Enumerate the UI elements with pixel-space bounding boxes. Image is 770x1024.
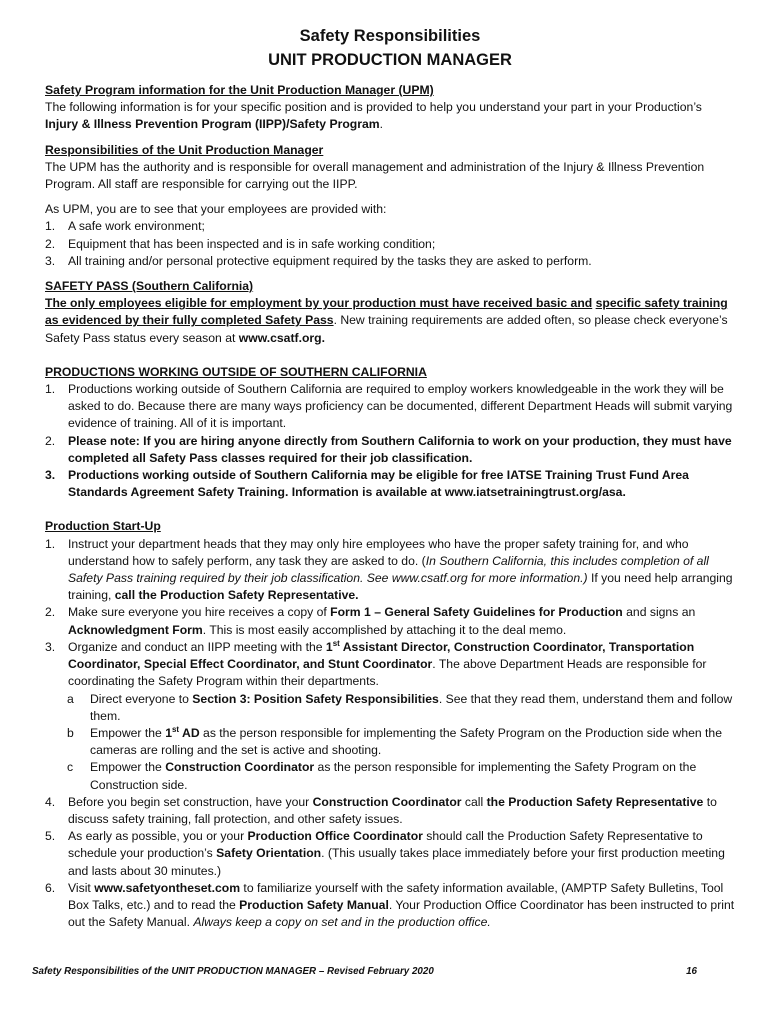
startup-list — [45, 536, 735, 932]
list-item-text: As early as possible, you or your — [68, 829, 248, 844]
list-item-text: Productions working outside of Southern California are required to employ workers knowledgeable in the work they will be asked to do. Because there are many ways proficiency can be documented, different Department Heads will submit varying evidence of training. All of it is important. — [68, 382, 733, 431]
list-number: 3. — [45, 639, 56, 654]
list-item-text: Make sure everyone you hire receives a copy of — [68, 605, 331, 620]
list-item-text: Productions working outside of Southern California may be eligible for free IATSE Training Trust Fund Area Standards Agreement Safety Training. Information is available at www.iatsetrainingtrust.org/asa. — [68, 468, 689, 500]
list-item-text: Equipment that has been inspected and is in safe working condition; — [68, 236, 436, 251]
sub-item-text: as the person responsible for implementing the Safety Program on the Construction side. — [90, 760, 697, 792]
list-number: 2. — [45, 605, 56, 620]
list-number: 5. — [45, 829, 56, 844]
safety-pass-section — [45, 278, 735, 347]
list-item-bold-text: Assistant Director, Construction Coordinator, Transportation Coordinator, Special Effect Coordinator, and Stunt Coordinator — [68, 639, 695, 672]
responsibilities-intro: As UPM, you are to see that your employees are provided with: — [45, 202, 387, 217]
list-item — [45, 236, 735, 253]
responsibilities-heading: Responsibilities of the Unit Production Manager — [45, 142, 324, 157]
safety-pass-heading: SAFETY PASS (Southern California) — [45, 279, 254, 294]
list-item — [45, 794, 735, 828]
program-info-section — [45, 82, 735, 134]
list-number: 4. — [45, 794, 56, 809]
list-item-bold: Safety Orientation — [216, 846, 322, 861]
outside-socal-heading: PRODUCTIONS WORKING OUTSIDE OF SOUTHERN CALIFORNIA — [45, 364, 427, 379]
csatf-link[interactable]: www.csatf.org. — [238, 330, 325, 345]
sub-item-bold-text: AD — [179, 725, 200, 740]
list-number: 3. — [45, 468, 56, 483]
program-info-text — [45, 99, 735, 133]
list-number: 1. — [45, 536, 56, 551]
list-item-bold: Form 1 – General Safety Guidelines for Production — [330, 605, 623, 620]
sub-item-bold: Construction Coordinator — [165, 760, 315, 775]
startup-heading: Production Start-Up — [45, 519, 161, 534]
list-item-text: to discuss safety training, fall protection, and other safety issues. — [68, 794, 717, 826]
page-footer — [32, 966, 697, 977]
list-item-text: Before you begin set construction, have your — [68, 794, 313, 809]
list-item-text: Instruct your department heads that they may only hire employees who have the proper safety training for, and who understand how to safely perform, any task they are asked to do. ( — [68, 536, 689, 568]
list-item-text: call — [461, 794, 487, 809]
list-item-italic: In Southern California, this includes completion of all Safety Pass training required by their job classification. See www.csatf.org for more information.) — [68, 553, 709, 586]
list-item-text: . Your Production Office Coordinator has been instructed to print out the Safety Manual. — [68, 897, 735, 930]
safety-pass-body: . New training requirements are added often, so please check everyone’s Safety Pass status every season at — [45, 313, 728, 345]
program-info-text-part: The following information is for your specific position and is provided to help you understand your part in your Production’s — [45, 100, 702, 115]
sub-list-letter: b — [67, 725, 74, 740]
sub-item-text: Direct everyone to — [90, 691, 193, 706]
list-number: 2. — [45, 433, 56, 448]
list-item — [45, 536, 735, 605]
list-number: 3. — [45, 253, 56, 268]
list-item — [45, 218, 735, 235]
list-item-text: If you need help arranging training, — [68, 571, 733, 603]
sub-list-item — [45, 759, 735, 793]
program-info-text-end: . — [379, 117, 383, 132]
sub-item-text: as the person responsible for implementing the Safety Program on the Production side when the cameras are rolling and the set is active and shooting. — [90, 725, 722, 758]
list-number: 2. — [45, 236, 56, 251]
list-item-bold: Production Office Coordinator — [247, 829, 423, 844]
list-item — [45, 828, 735, 880]
ordinal-suffix: st — [332, 638, 340, 648]
sub-item-bold — [165, 726, 199, 740]
list-item-text: to familiarize yourself with the safety information available, (AMPTP Safety Bulletins, Tool Box Talks, etc.) and to read the — [68, 880, 724, 912]
list-item-text: . This is most easily accomplished by attaching it to the deal memo. — [202, 622, 567, 637]
responsibilities-list — [45, 218, 735, 270]
page-number: 16 — [686, 966, 697, 977]
list-item-text: . (This usually takes place immediately before your first production meeting and lasts about 30 minutes.) — [68, 846, 725, 878]
list-item-text: All training and/or personal protective equipment required by the tasks they are asked to perform. — [68, 253, 592, 268]
sub-list-letter: c — [67, 760, 74, 775]
safety-pass-bold-1: The only employees eligible for employment by your production must have received basic and — [45, 296, 593, 311]
document-page — [45, 24, 735, 931]
footer-text: Safety Responsibilities of the UNIT PRODUCTION MANAGER – Revised February 2020 — [32, 966, 434, 977]
list-number: 1. — [45, 219, 56, 234]
ordinal-number: 1 — [325, 639, 333, 654]
outside-socal-section — [45, 364, 735, 502]
safety-pass-bold-2: specific safety training as evidenced by their fully completed Safety Pass — [45, 296, 728, 328]
list-item-bold: call the Production Safety Representative. — [114, 588, 359, 603]
list-item — [45, 880, 735, 932]
list-item — [45, 433, 735, 467]
list-item-text: and signs an — [622, 605, 696, 620]
list-item-italic: Always keep a copy on set and in the production office. — [193, 915, 491, 930]
list-number: 1. — [45, 382, 56, 397]
sub-list-item — [45, 725, 735, 759]
outside-socal-list — [45, 381, 735, 501]
list-item — [45, 604, 735, 638]
list-item-bold: Construction Coordinator — [312, 794, 462, 809]
sub-item-text: . See that they read them, understand them and follow them. — [90, 691, 733, 723]
startup-section — [45, 518, 735, 931]
responsibilities-section — [45, 142, 735, 270]
list-item-bold: Acknowledgment Form — [68, 622, 203, 637]
sub-list-item — [45, 691, 735, 725]
sub-item-text: Empower the — [90, 725, 166, 740]
list-item-text: Organize and conduct an IIPP meeting with the — [68, 639, 326, 654]
list-item — [45, 381, 735, 433]
document-title: Safety Responsibilities — [299, 27, 481, 45]
list-item-text: A safe work environment; — [68, 219, 205, 234]
list-item-text: Please note: If you are hiring anyone directly from Southern California to work on your production, they must have completed all Safety Pass classes required for their job classification. — [68, 433, 732, 465]
list-item-text: should call the Production Safety Representative to schedule your production’s — [68, 829, 703, 861]
list-number: 6. — [45, 880, 56, 895]
iipp-program-name: Injury & Illness Prevention Program (IIPP)/Safety Program — [45, 117, 380, 132]
list-item — [45, 253, 735, 270]
list-item — [45, 467, 735, 501]
document-subtitle: UNIT PRODUCTION MANAGER — [268, 51, 512, 69]
list-item-bold: Production Safety Manual — [239, 897, 389, 912]
program-info-heading: Safety Program information for the Unit Production Manager (UPM) — [45, 83, 434, 97]
sub-list-letter: a — [67, 691, 74, 706]
list-item-text: . The above Department Heads are responsible for coordinating the Safety Program within their departments. — [68, 657, 707, 689]
sub-item-text: Empower the — [90, 760, 166, 775]
sub-item-bold: Section 3: Position Safety Responsibilities — [192, 691, 439, 706]
responsibilities-text: The UPM has the authority and is responsible for overall management and administration of the Injury & Illness Prevention Program. All staff are responsible for carrying out the IIPP. — [45, 159, 705, 192]
list-item-bold: the Production Safety Representative — [486, 794, 704, 809]
safety-pass-text — [45, 295, 735, 347]
ordinal-number: 1 — [165, 725, 172, 740]
list-item-text: Visit — [68, 880, 95, 895]
ordinal-suffix: st — [171, 724, 180, 734]
safetyontheset-link[interactable]: www.safetyontheset.com — [94, 880, 241, 895]
list-item — [45, 639, 735, 691]
